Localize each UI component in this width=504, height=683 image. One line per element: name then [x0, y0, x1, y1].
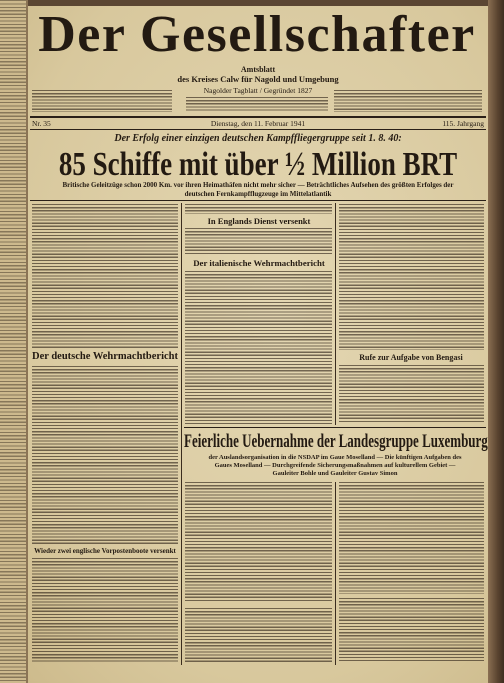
- lead-subheadline-2: deutschen Fernkampfflugzeuge im Mittelatlantik: [184, 190, 332, 198]
- second-story-middle-text-1: [185, 482, 332, 602]
- second-story-headline: Feierliche Uebernahme der Landesgruppe Luxemburg: [184, 429, 488, 452]
- masthead-right-info: [334, 90, 482, 112]
- dateline-rule-top: [30, 116, 486, 118]
- second-story-rule: [184, 427, 486, 428]
- issue-number: Nr. 35: [32, 119, 51, 128]
- lead-kicker: Der Erfolg einer einzigen deutschen Kampffliegergruppe seit 1. 8. 40:: [114, 133, 402, 144]
- middle-column-text-3: [185, 271, 332, 424]
- left-column-text-1: [32, 204, 178, 349]
- left-column-text-2: [32, 366, 178, 544]
- middle-column-text-1: [185, 204, 332, 214]
- lead-subheadline-1: Britische Geleitzüge schon 2000 Km. vor ihren Heimathäfen nicht mehr sicher — Beträchtliches Aufsehen des größten Erfolges der: [62, 181, 454, 189]
- volume: 115. Jahrgang: [442, 119, 484, 128]
- middle-heading-italienisch: Der italienische Wehrmachtbericht: [193, 258, 325, 268]
- column-rule-left: [181, 203, 182, 665]
- dateline-rule-bottom: [30, 129, 486, 130]
- masthead-left-info: [32, 90, 172, 112]
- binding-edge: [488, 0, 504, 683]
- second-story-subheadline-3: Gauleiter Bohle und Gauleiter Gustav Simon: [272, 470, 398, 477]
- middle-column-text-2: [185, 228, 332, 256]
- issue-date: Dienstag, den 11. Februar 1941: [210, 119, 306, 128]
- second-story-right-text-1: [339, 482, 484, 594]
- masthead-center-info: [186, 97, 328, 112]
- masthead-subtitle: Amtsblatt: [240, 65, 276, 74]
- right-heading-bengasi: Rufe zur Aufgabe von Bengasi: [359, 353, 463, 362]
- left-heading-vorpostenboote: Wieder zwei englische Vorpostenboote versenkt: [34, 547, 176, 555]
- lead-rule: [30, 200, 486, 201]
- second-story-subheadline-2: Gaues Moselland — Durchgreifende Sicherungsmaßnahmen auf kulturellem Gebiet —: [214, 462, 456, 469]
- column-rule-right-upper: [335, 203, 336, 425]
- second-story-middle-text-2: [185, 608, 332, 662]
- masthead-founded: Nagolder Tagblatt / Gegründet 1827: [203, 86, 313, 95]
- second-story-subheadline-1: der Auslandsorganisation in die NSDAP im Gaue Moselland — Die künftigen Aufgaben des: [208, 454, 462, 461]
- second-story-right-text-2: [339, 598, 484, 662]
- middle-heading-englands-dienst: In Englands Dienst versenkt: [207, 216, 311, 226]
- right-column-text-1: [339, 204, 484, 350]
- column-rule-right-lower: [335, 482, 336, 665]
- masthead-region: des Kreises Calw für Nagold und Umgebung: [177, 74, 339, 84]
- lead-headline: 85 Schiffe mit über ½ Million BRT: [58, 144, 458, 183]
- adjacent-page-strip: [0, 0, 28, 683]
- left-column-text-3: [32, 558, 178, 662]
- right-column-text-2: [339, 365, 484, 424]
- masthead-title: Der Gesellschafter: [38, 6, 476, 63]
- left-heading-wehrmachtbericht: Der deutsche Wehrmachtbericht: [31, 351, 178, 362]
